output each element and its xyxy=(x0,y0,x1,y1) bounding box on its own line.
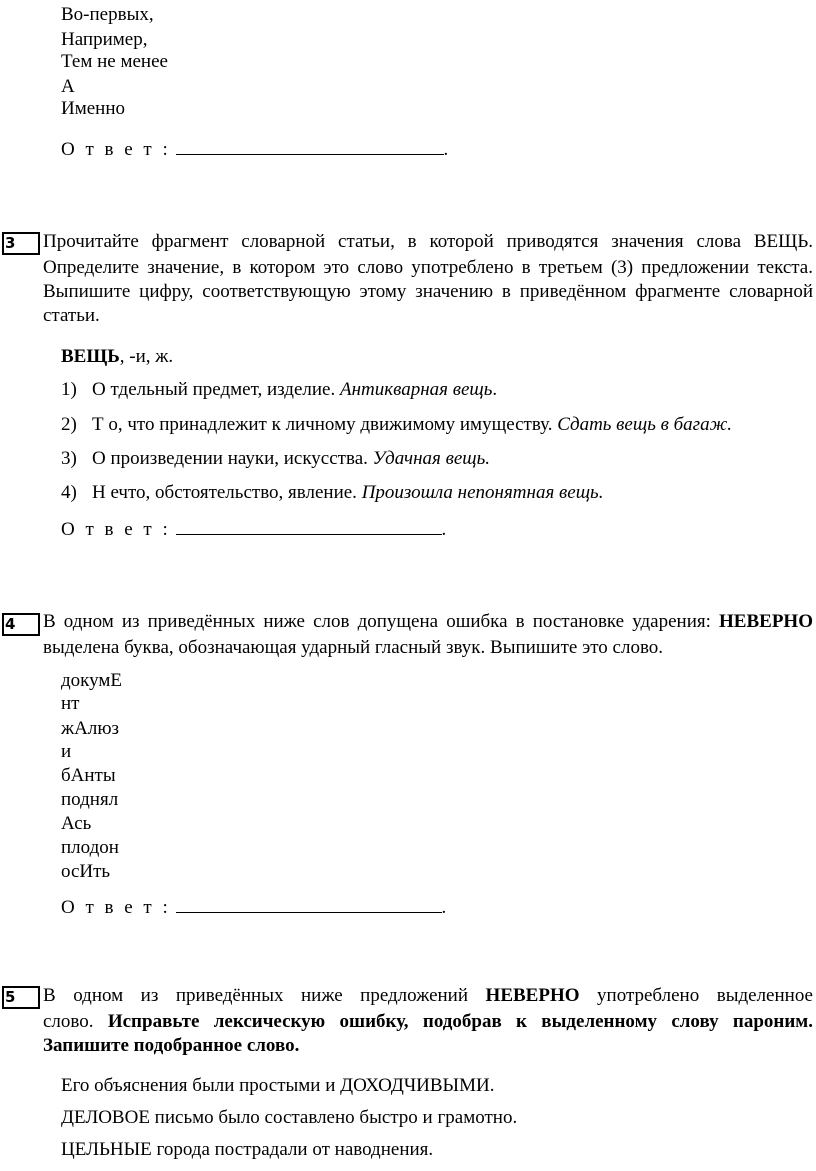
answer-label: О т в е т : xyxy=(61,519,171,540)
meaning-definition: Н ечто, обстоятельство, явление. xyxy=(92,482,362,503)
meaning-number: 3) xyxy=(61,448,77,469)
task4-answer-row: О т в е т : . xyxy=(61,894,446,920)
answer-label: О т в е т : xyxy=(61,139,171,160)
answer-line[interactable] xyxy=(176,894,442,913)
intro-option: А xyxy=(61,76,75,97)
sentence-item: ЦЕЛЬНЫЕ города пострадали от наводнения. xyxy=(61,1139,434,1160)
intro-answer-row: О т в е т : . xyxy=(61,136,448,162)
answer-label: О т в е т : xyxy=(61,897,171,918)
task4-text-line: выделена буква, обозначающая ударный гласный звук. Выпишите это слово. xyxy=(43,637,664,658)
meaning-example: Сдать вещь в багаж. xyxy=(557,414,732,435)
word-item: Ась xyxy=(61,813,92,834)
word-item: плодон xyxy=(61,837,119,858)
meaning-number: 2) xyxy=(61,414,77,435)
emphasis-neverno: НЕВЕРНО xyxy=(485,985,580,1006)
meaning-number: 4) xyxy=(61,482,77,503)
headword: ВЕЩЬ xyxy=(61,346,120,367)
meaning-example: Произошла непонятная вещь. xyxy=(361,482,604,503)
meaning-example: Антикварная вещь xyxy=(339,379,493,400)
meaning-example: Удачная вещь. xyxy=(372,448,491,469)
intro-option: Именно xyxy=(61,98,126,119)
task5-text-line: слово. Исправьте лексическую ошибку, подобрав к выделенному слову пароним. xyxy=(43,1011,814,1032)
word-item: жАлюз xyxy=(61,718,120,739)
meaning-definition: О произведении науки, искусства. xyxy=(92,448,373,469)
emphasis-neverno: НЕВЕРНО xyxy=(719,611,813,632)
word-item: нт xyxy=(61,693,80,714)
meaning-item xyxy=(61,413,732,437)
word-item: бАнты xyxy=(61,765,116,786)
meaning-number: 1) xyxy=(61,379,77,400)
task3-answer-row: О т в е т : . xyxy=(61,516,446,542)
word-item: осИть xyxy=(61,861,111,882)
task-number-box: 5 xyxy=(2,986,40,1009)
task-number-box: 3 xyxy=(2,232,40,255)
task3-text-line: статьи. xyxy=(43,305,100,326)
sentence-item: ДЕЛОВОЕ письмо было составлено быстро и грамотно. xyxy=(61,1107,518,1128)
meaning-definition: Т о, что принадлежит к личному движимому имуществу. xyxy=(92,414,558,435)
answer-line[interactable] xyxy=(176,136,444,155)
word-item: докумЕ xyxy=(61,670,123,691)
task3-text-line: Выпишите цифру, соответствующую этому значению в приведённом фрагменте словарной xyxy=(43,281,813,302)
task3-text-line: Прочитайте фрагмент словарной статьи, в которой приводятся значения слова ВЕЩЬ. xyxy=(43,231,813,252)
sentence-item: Его объяснения были простыми и ДОХОДЧИВЫМИ. xyxy=(61,1075,495,1096)
headword-grammar: , -и, ж. xyxy=(119,346,174,367)
task-number-box: 4 xyxy=(2,613,40,636)
dictionary-entry-head xyxy=(61,345,173,369)
word-item: и xyxy=(61,741,72,762)
intro-option: Во-первых, xyxy=(61,4,154,25)
intro-option: Тем не менее xyxy=(61,51,168,72)
intro-option: Например, xyxy=(61,29,148,50)
task4-text-line: В одном из приведённых ниже слов допущена ошибка в постановке ударения: НЕВЕРНО xyxy=(43,611,813,632)
word-item: поднял xyxy=(61,789,119,810)
meaning-item xyxy=(61,481,603,505)
answer-line[interactable] xyxy=(176,516,442,535)
meaning-item xyxy=(61,447,490,471)
task5-text-line: В одном из приведённых ниже предложений НЕВЕРНО употреблено выделенное xyxy=(43,985,813,1006)
task3-text-line: Определите значение, в котором это слово употреблено в третьем (3) предложении текста. xyxy=(43,257,813,278)
meaning-item: 1) О тдельный предмет, изделие. Антикварная вещь. xyxy=(61,379,498,400)
meaning-definition: О тдельный предмет, изделие. xyxy=(92,379,340,400)
task5-text-line: Запишите подобранное слово. xyxy=(43,1035,300,1056)
